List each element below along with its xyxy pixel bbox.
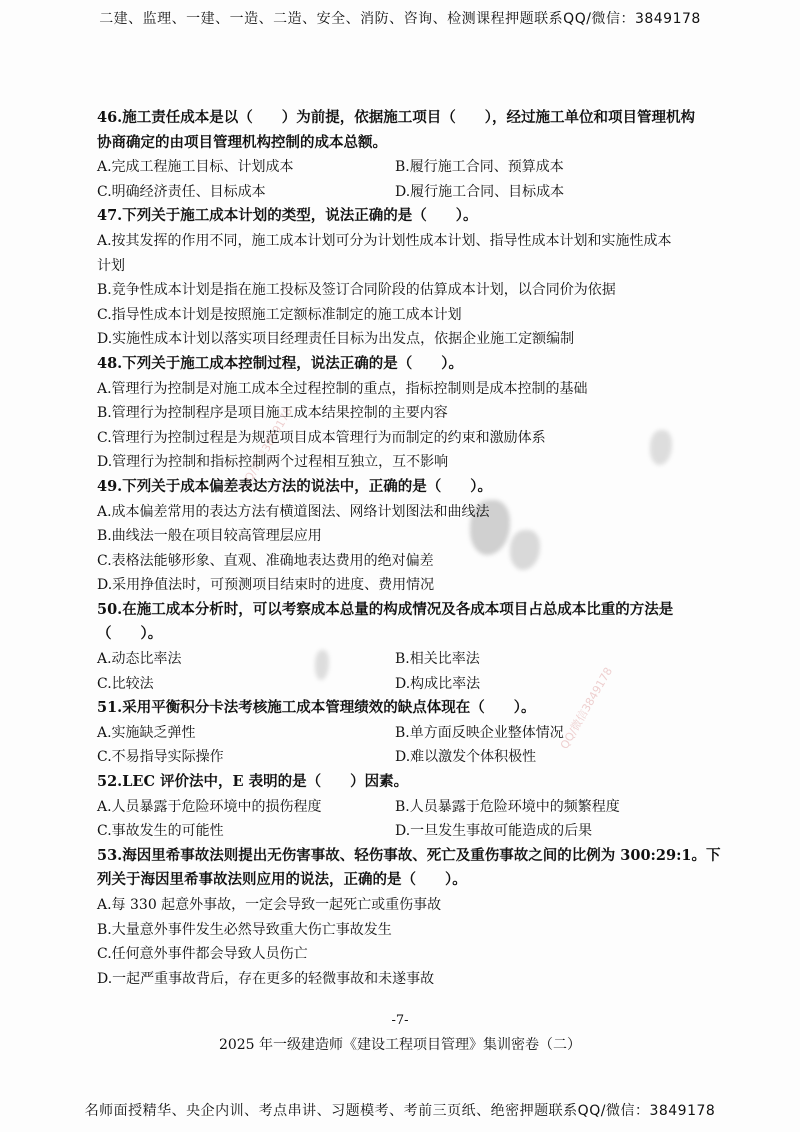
question-46-stem-cont: 协商确定的由项目管理机构控制的成本总额。 [97,133,387,151]
q51-option-a: A.实施缺乏弹性 [97,724,196,741]
q53-option-c: C.任何意外事件都会导致人员伤亡 [97,946,308,963]
question-52-stem: 52.LEC 评价法中，E 表明的是（ ）因素。 [97,773,409,791]
q46-option-c: C.明确经济责任、目标成本 [97,183,266,200]
q47-option-d: D.实施性成本计划以落实项目经理责任目标为出发点，依据企业施工定额编制 [97,331,575,348]
q46-option-d: D.履行施工合同、目标成本 [395,183,565,200]
q50-option-d: D.构成比率法 [395,675,481,692]
q48-option-c: C.管理行为控制过程是为规范项目成本管理行为而制定的约束和激励体系 [97,429,546,446]
question-50-stem-cont: （ ）。 [97,625,163,643]
q52-option-c: C.事故发生的可能性 [97,823,224,840]
q52-option-d: D.一旦发生事故可能造成的后果 [395,823,593,840]
exam-content [97,106,737,991]
q51-option-c: C.不易指导实际操作 [97,749,224,766]
q51-option-b: B.单方面反映企业整体情况 [395,724,564,741]
page-number: -7- [391,1013,409,1028]
q49-option-b: B.曲线法一般在项目较高管理层应用 [97,528,322,545]
q53-option-d: D.一起严重事故背后，存在更多的轻微事故和未遂事故 [97,970,435,987]
q46-option-b: B.履行施工合同、预算成本 [395,159,564,176]
question-48-stem: 48.下列关于施工成本控制过程，说法正确的是（ ）。 [97,354,463,372]
q47-option-a: A.按其发挥的作用不同，施工成本计划可分为计划性成本计划、指导性成本计划和实施性成本 [97,232,672,249]
watermark: QQ/微信3849178 [557,665,616,752]
question-47-stem: 47.下列关于施工成本计划的类型，说法正确的是（ ）。 [97,207,478,225]
q50-option-b: B.相关比率法 [395,651,480,668]
question-50-stem: 50.在施工成本分析时，可以考察成本总量的构成情况及各成本项目占总成本比重的方法是 [97,600,674,618]
q46-option-a: A.完成工程施工目标、计划成本 [97,159,294,176]
bottom-banner: 名师面授精华、央企内训、考点串讲、习题模考、考前三页纸、绝密押题联系QQ/微信：3849178 [84,1103,716,1119]
exam-title-footer: 2025 年一级建造师《建设工程项目管理》集训密卷（二） [218,1037,582,1053]
q48-option-a: A.管理行为控制是对施工成本全过程控制的重点，指标控制则是成本控制的基础 [97,380,588,397]
q49-option-a: A.成本偏差常用的表达方法有横道图法、网络计划图法和曲线法 [97,503,490,520]
q53-option-b: B.大量意外事件发生必然导致重大伤亡事故发生 [97,921,392,938]
q48-option-d: D.管理行为控制和指标控制两个过程相互独立，互不影响 [97,454,449,471]
q47-option-b: B.竞争性成本计划是指在施工投标及签订合同阶段的估算成本计划，以合同价为依据 [97,282,616,299]
top-banner: 二建、监理、一建、一造、二造、安全、消防、咨询、检测课程押题联系QQ/微信：3849178 [99,11,701,27]
q52-option-a: A.人员暴露于危险环境中的损伤程度 [97,798,322,815]
question-49-stem: 49.下列关于成本偏差表达方法的说法中，正确的是（ ）。 [97,477,492,495]
q50-option-a: A.动态比率法 [97,651,182,668]
q47-option-a-cont: 计划 [97,257,125,274]
question-51-stem: 51.采用平衡积分卡法考核施工成本管理绩效的缺点体现在（ ）。 [97,699,536,717]
q47-option-c: C.指导性成本计划是按照施工定额标准制定的施工成本计划 [97,306,462,323]
watermark: QQ/微信3849178 [237,405,296,492]
question-53-stem-cont: 列关于海因里希事故法则应用的说法，正确的是（ ）。 [97,871,467,889]
q50-option-c: C.比较法 [97,675,154,692]
question-53-stem: 53.海因里希事故法则提出无伤害事故、轻伤事故、死亡及重伤事故之间的比例为 300:29:1。下 [97,846,721,864]
question-46-stem: 46.施工责任成本是以（ ）为前提，依据施工项目（ ），经过施工单位和项目管理机构 [97,109,695,126]
q52-option-b: B.人员暴露于危险环境中的频繁程度 [395,798,620,815]
q49-option-d: D.采用挣值法时，可预测项目结束时的进度、费用情况 [97,577,435,594]
q53-option-a: A.每 330 起意外事故，一定会导致一起死亡或重伤事故 [97,897,442,913]
q48-option-b: B.管理行为控制程序是项目施工成本结果控制的主要内容 [97,405,448,422]
q49-option-c: C.表格法能够形象、直观、准确地表达费用的绝对偏差 [97,552,434,569]
q51-option-d: D.难以激发个体积极性 [395,749,537,766]
